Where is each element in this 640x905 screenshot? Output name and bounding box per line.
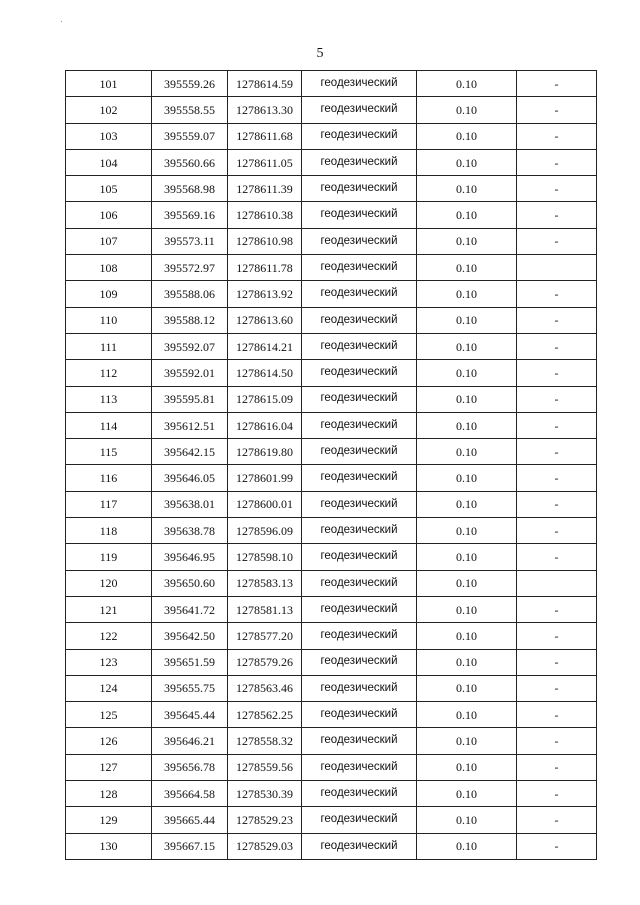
coordinates-table-body (66, 71, 597, 860)
x-coordinate-cell: 395638.78 (152, 518, 228, 544)
point-number-cell: 119 (66, 544, 152, 570)
note-cell: - (517, 833, 597, 859)
y-coordinate-cell: 1278613.30 (228, 97, 302, 123)
table-row (66, 728, 597, 754)
accuracy-cell: 0.10 (417, 570, 517, 596)
table-row (66, 518, 597, 544)
accuracy-cell: 0.10 (417, 149, 517, 175)
y-coordinate-cell: 1278600.01 (228, 491, 302, 517)
table-row (66, 228, 597, 254)
x-coordinate-cell: 395572.97 (152, 255, 228, 281)
x-coordinate-cell: 395642.50 (152, 623, 228, 649)
table-row (66, 754, 597, 780)
x-coordinate-cell: 395612.51 (152, 412, 228, 438)
method-cell: геодезический (302, 97, 417, 123)
note-cell: - (517, 596, 597, 622)
table-row (66, 465, 597, 491)
y-coordinate-cell: 1278562.25 (228, 702, 302, 728)
method-cell: геодезический (302, 649, 417, 675)
point-number-cell: 107 (66, 228, 152, 254)
accuracy-cell: 0.10 (417, 833, 517, 859)
table-row (66, 702, 597, 728)
method-cell: геодезический (302, 412, 417, 438)
y-coordinate-cell: 1278558.32 (228, 728, 302, 754)
note-cell: - (517, 412, 597, 438)
point-number-cell: 106 (66, 202, 152, 228)
y-coordinate-cell: 1278614.50 (228, 360, 302, 386)
method-cell: геодезический (302, 360, 417, 386)
x-coordinate-cell: 395588.12 (152, 307, 228, 333)
note-cell: - (517, 544, 597, 570)
x-coordinate-cell: 395573.11 (152, 228, 228, 254)
table-row (66, 623, 597, 649)
x-coordinate-cell: 395568.98 (152, 176, 228, 202)
method-cell: геодезический (302, 596, 417, 622)
y-coordinate-cell: 1278598.10 (228, 544, 302, 570)
note-cell: - (517, 149, 597, 175)
point-number-cell: 128 (66, 781, 152, 807)
method-cell: геодезический (302, 623, 417, 649)
y-coordinate-cell: 1278611.05 (228, 149, 302, 175)
method-cell: геодезический (302, 518, 417, 544)
point-number-cell: 117 (66, 491, 152, 517)
accuracy-cell: 0.10 (417, 702, 517, 728)
x-coordinate-cell: 395646.95 (152, 544, 228, 570)
method-cell: геодезический (302, 228, 417, 254)
x-coordinate-cell: 395651.59 (152, 649, 228, 675)
note-cell: - (517, 202, 597, 228)
method-cell: геодезический (302, 255, 417, 281)
accuracy-cell: 0.10 (417, 176, 517, 202)
y-coordinate-cell: 1278581.13 (228, 596, 302, 622)
method-cell: геодезический (302, 702, 417, 728)
accuracy-cell: 0.10 (417, 596, 517, 622)
table-row (66, 807, 597, 833)
accuracy-cell: 0.10 (417, 491, 517, 517)
table-row (66, 333, 597, 359)
point-number-cell: 125 (66, 702, 152, 728)
method-cell: геодезический (302, 281, 417, 307)
table-row (66, 386, 597, 412)
table-row (66, 439, 597, 465)
y-coordinate-cell: 1278596.09 (228, 518, 302, 544)
x-coordinate-cell: 395667.15 (152, 833, 228, 859)
note-cell: - (517, 728, 597, 754)
x-coordinate-cell: 395595.81 (152, 386, 228, 412)
x-coordinate-cell: 395645.44 (152, 702, 228, 728)
method-cell: геодезический (302, 728, 417, 754)
point-number-cell: 102 (66, 97, 152, 123)
accuracy-cell: 0.10 (417, 544, 517, 570)
accuracy-cell: 0.10 (417, 649, 517, 675)
x-coordinate-cell: 395592.01 (152, 360, 228, 386)
note-cell: - (517, 807, 597, 833)
point-number-cell: 127 (66, 754, 152, 780)
accuracy-cell: 0.10 (417, 412, 517, 438)
y-coordinate-cell: 1278611.78 (228, 255, 302, 281)
table-row (66, 491, 597, 517)
point-number-cell: 113 (66, 386, 152, 412)
table-row (66, 570, 597, 596)
table-row (66, 833, 597, 859)
y-coordinate-cell: 1278610.38 (228, 202, 302, 228)
note-cell: - (517, 281, 597, 307)
x-coordinate-cell: 395646.21 (152, 728, 228, 754)
x-coordinate-cell: 395642.15 (152, 439, 228, 465)
table-row (66, 176, 597, 202)
table-row (66, 255, 597, 281)
point-number-cell: 115 (66, 439, 152, 465)
point-number-cell: 126 (66, 728, 152, 754)
accuracy-cell: 0.10 (417, 333, 517, 359)
method-cell: геодезический (302, 807, 417, 833)
point-number-cell: 118 (66, 518, 152, 544)
table-row (66, 596, 597, 622)
accuracy-cell: 0.10 (417, 439, 517, 465)
table-row (66, 544, 597, 570)
y-coordinate-cell: 1278611.39 (228, 176, 302, 202)
table-row (66, 123, 597, 149)
y-coordinate-cell: 1278616.04 (228, 412, 302, 438)
method-cell: геодезический (302, 754, 417, 780)
note-cell: - (517, 439, 597, 465)
point-number-cell: 129 (66, 807, 152, 833)
note-cell: - (517, 71, 597, 97)
x-coordinate-cell: 395588.06 (152, 281, 228, 307)
x-coordinate-cell: 395569.16 (152, 202, 228, 228)
method-cell: геодезический (302, 781, 417, 807)
x-coordinate-cell: 395665.44 (152, 807, 228, 833)
method-cell: геодезический (302, 833, 417, 859)
point-number-cell: 124 (66, 675, 152, 701)
note-cell: - (517, 702, 597, 728)
point-number-cell: 130 (66, 833, 152, 859)
table-row (66, 97, 597, 123)
point-number-cell: 123 (66, 649, 152, 675)
accuracy-cell: 0.10 (417, 465, 517, 491)
note-cell: - (517, 97, 597, 123)
scan-speck (61, 21, 62, 22)
method-cell: геодезический (302, 202, 417, 228)
y-coordinate-cell: 1278530.39 (228, 781, 302, 807)
note-cell: - (517, 333, 597, 359)
x-coordinate-cell: 395656.78 (152, 754, 228, 780)
method-cell: геодезический (302, 570, 417, 596)
accuracy-cell: 0.10 (417, 623, 517, 649)
note-cell (517, 255, 597, 281)
table-row (66, 71, 597, 97)
y-coordinate-cell: 1278601.99 (228, 465, 302, 491)
note-cell: - (517, 518, 597, 544)
y-coordinate-cell: 1278613.92 (228, 281, 302, 307)
method-cell: геодезический (302, 491, 417, 517)
point-number-cell: 114 (66, 412, 152, 438)
x-coordinate-cell: 395650.60 (152, 570, 228, 596)
x-coordinate-cell: 395559.07 (152, 123, 228, 149)
table-row (66, 649, 597, 675)
x-coordinate-cell: 395558.55 (152, 97, 228, 123)
x-coordinate-cell: 395655.75 (152, 675, 228, 701)
table-row (66, 281, 597, 307)
y-coordinate-cell: 1278563.46 (228, 675, 302, 701)
accuracy-cell: 0.10 (417, 754, 517, 780)
x-coordinate-cell: 395641.72 (152, 596, 228, 622)
method-cell: геодезический (302, 675, 417, 701)
point-number-cell: 120 (66, 570, 152, 596)
y-coordinate-cell: 1278614.21 (228, 333, 302, 359)
point-number-cell: 103 (66, 123, 152, 149)
point-number-cell: 104 (66, 149, 152, 175)
point-number-cell: 112 (66, 360, 152, 386)
point-number-cell: 101 (66, 71, 152, 97)
note-cell: - (517, 176, 597, 202)
y-coordinate-cell: 1278613.60 (228, 307, 302, 333)
y-coordinate-cell: 1278559.56 (228, 754, 302, 780)
note-cell: - (517, 465, 597, 491)
point-number-cell: 122 (66, 623, 152, 649)
point-number-cell: 121 (66, 596, 152, 622)
note-cell: - (517, 649, 597, 675)
table-row (66, 202, 597, 228)
table-row (66, 360, 597, 386)
table-row (66, 149, 597, 175)
note-cell (517, 570, 597, 596)
note-cell: - (517, 781, 597, 807)
x-coordinate-cell: 395559.26 (152, 71, 228, 97)
y-coordinate-cell: 1278610.98 (228, 228, 302, 254)
accuracy-cell: 0.10 (417, 228, 517, 254)
note-cell: - (517, 386, 597, 412)
method-cell: геодезический (302, 71, 417, 97)
y-coordinate-cell: 1278583.13 (228, 570, 302, 596)
y-coordinate-cell: 1278577.20 (228, 623, 302, 649)
y-coordinate-cell: 1278619.80 (228, 439, 302, 465)
note-cell: - (517, 675, 597, 701)
table-row (66, 412, 597, 438)
y-coordinate-cell: 1278529.03 (228, 833, 302, 859)
accuracy-cell: 0.10 (417, 781, 517, 807)
note-cell: - (517, 623, 597, 649)
accuracy-cell: 0.10 (417, 255, 517, 281)
accuracy-cell: 0.10 (417, 675, 517, 701)
accuracy-cell: 0.10 (417, 307, 517, 333)
point-number-cell: 108 (66, 255, 152, 281)
method-cell: геодезический (302, 439, 417, 465)
table-row (66, 307, 597, 333)
y-coordinate-cell: 1278611.68 (228, 123, 302, 149)
method-cell: геодезический (302, 386, 417, 412)
accuracy-cell: 0.10 (417, 360, 517, 386)
accuracy-cell: 0.10 (417, 281, 517, 307)
accuracy-cell: 0.10 (417, 97, 517, 123)
point-number-cell: 109 (66, 281, 152, 307)
accuracy-cell: 0.10 (417, 386, 517, 412)
point-number-cell: 105 (66, 176, 152, 202)
x-coordinate-cell: 395664.58 (152, 781, 228, 807)
accuracy-cell: 0.10 (417, 728, 517, 754)
point-number-cell: 111 (66, 333, 152, 359)
x-coordinate-cell: 395638.01 (152, 491, 228, 517)
method-cell: геодезический (302, 544, 417, 570)
accuracy-cell: 0.10 (417, 71, 517, 97)
method-cell: геодезический (302, 333, 417, 359)
x-coordinate-cell: 395560.66 (152, 149, 228, 175)
y-coordinate-cell: 1278579.26 (228, 649, 302, 675)
note-cell: - (517, 754, 597, 780)
accuracy-cell: 0.10 (417, 202, 517, 228)
method-cell: геодезический (302, 123, 417, 149)
method-cell: геодезический (302, 149, 417, 175)
method-cell: геодезический (302, 307, 417, 333)
accuracy-cell: 0.10 (417, 807, 517, 833)
method-cell: геодезический (302, 176, 417, 202)
note-cell: - (517, 491, 597, 517)
method-cell: геодезический (302, 465, 417, 491)
accuracy-cell: 0.10 (417, 518, 517, 544)
note-cell: - (517, 228, 597, 254)
note-cell: - (517, 307, 597, 333)
y-coordinate-cell: 1278614.59 (228, 71, 302, 97)
y-coordinate-cell: 1278615.09 (228, 386, 302, 412)
page-number: 5 (316, 46, 324, 61)
note-cell: - (517, 360, 597, 386)
point-number-cell: 116 (66, 465, 152, 491)
point-number-cell: 110 (66, 307, 152, 333)
accuracy-cell: 0.10 (417, 123, 517, 149)
coordinates-table (65, 70, 597, 860)
y-coordinate-cell: 1278529.23 (228, 807, 302, 833)
table-row (66, 781, 597, 807)
x-coordinate-cell: 395646.05 (152, 465, 228, 491)
table-row (66, 675, 597, 701)
note-cell: - (517, 123, 597, 149)
x-coordinate-cell: 395592.07 (152, 333, 228, 359)
